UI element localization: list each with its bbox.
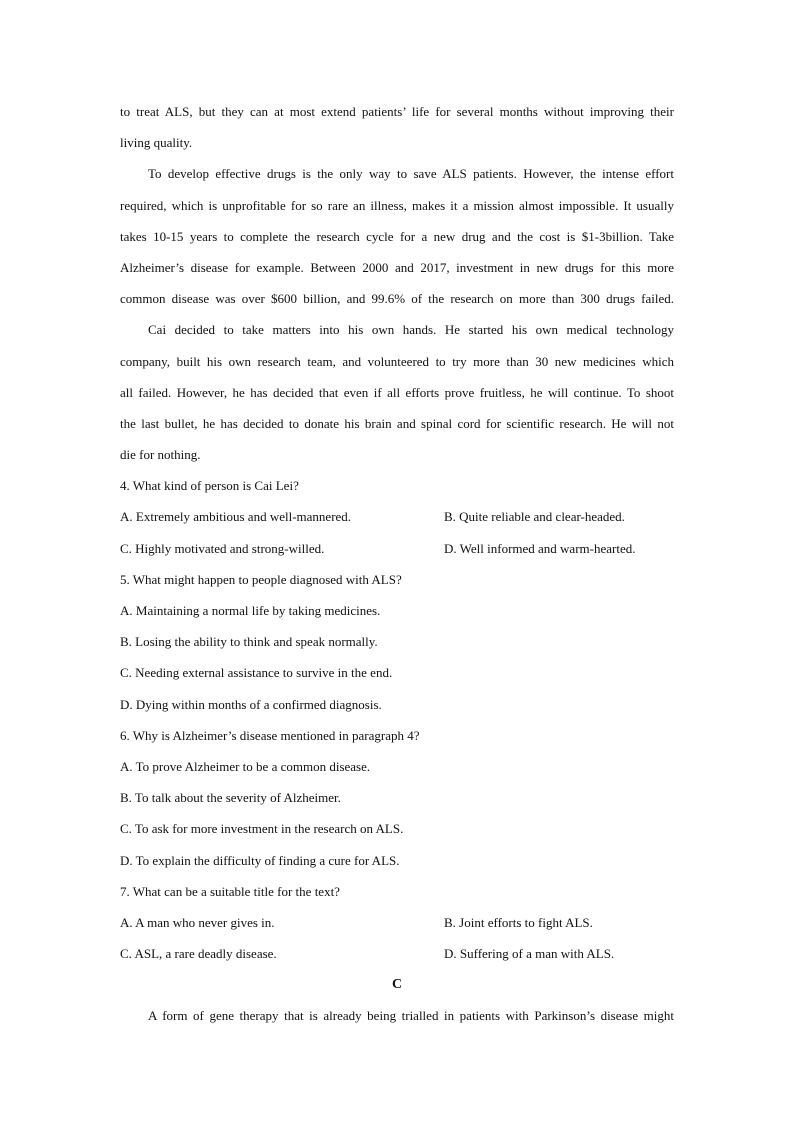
paragraph-line: company, built his own research team, and volunteered to try more than 30 new medicines which xyxy=(120,353,674,369)
paragraph-line: living quality. xyxy=(120,135,193,151)
section-heading: C xyxy=(391,977,403,993)
option-row xyxy=(120,938,674,969)
option-a: A. Extremely ambitious and well-mannered. xyxy=(120,509,352,525)
question-stem: 5. What might happen to people diagnosed with ALS? xyxy=(120,571,402,587)
option-c: C. Highly motivated and strong-willed. xyxy=(120,540,325,556)
option-d: D. To explain the difficulty of finding a cure for ALS. xyxy=(120,852,400,868)
paragraph-line: Cai decided to take matters into his own hands. He started his own medical technology xyxy=(148,322,674,338)
option-c: C. To ask for more investment in the research on ALS. xyxy=(120,821,404,837)
option-row xyxy=(120,533,674,564)
option-d: D. Dying within months of a confirmed diagnosis. xyxy=(120,696,382,712)
question-stem: 4. What kind of person is Cai Lei? xyxy=(120,478,299,494)
paragraph-line: To develop effective drugs is the only way to save ALS patients. However, the intense effort xyxy=(148,166,674,182)
option-b: B. Joint efforts to fight ALS. xyxy=(444,914,593,930)
option-row xyxy=(120,907,674,938)
paragraph-line: Alzheimer’s disease for example. Between 2000 and 2017, investment in new drugs for this more xyxy=(120,259,674,275)
option-d: D. Suffering of a man with ALS. xyxy=(444,946,615,962)
document-page xyxy=(120,96,674,1032)
option-c: C. Needing external assistance to survive in the end. xyxy=(120,665,393,681)
question-stem: 7. What can be a suitable title for the text? xyxy=(120,883,340,899)
option-a: A. To prove Alzheimer to be a common disease. xyxy=(120,758,371,774)
paragraph-line: takes 10-15 years to complete the research cycle for a new drug and the cost is $1-3billion. Take xyxy=(120,228,674,244)
paragraph-line: to treat ALS, but they can at most extend patients’ life for several months without improving their xyxy=(120,104,674,119)
paragraph-line: die for nothing. xyxy=(120,447,201,463)
question-stem: 6. Why is Alzheimer’s disease mentioned in paragraph 4? xyxy=(120,727,420,743)
paragraph-line: required, which is unprofitable for so rare an illness, makes it a mission almost impossible. It usually xyxy=(120,197,674,213)
paragraph-line: A form of gene therapy that is already being trialled in patients with Parkinson’s disease might xyxy=(148,1008,674,1024)
option-a: A. A man who never gives in. xyxy=(120,914,275,930)
option-b: B. Losing the ability to think and speak normally. xyxy=(120,634,378,650)
option-c: C. ASL, a rare deadly disease. xyxy=(120,946,277,962)
option-b: B. Quite reliable and clear-headed. xyxy=(444,509,625,525)
option-d: D. Well informed and warm-hearted. xyxy=(444,540,636,556)
option-row xyxy=(120,501,674,532)
option-b: B. To talk about the severity of Alzheimer. xyxy=(120,790,341,806)
option-a: A. Maintaining a normal life by taking medicines. xyxy=(120,603,381,618)
paragraph-line: common disease was over $600 billion, and 99.6% of the research on more than 300 drugs failed. xyxy=(120,291,674,307)
paragraph-line: all failed. However, he has decided that even if all efforts prove fruitless, he will continue. To shoot xyxy=(120,384,674,400)
paragraph-line: the last bullet, he has decided to donate his brain and spinal cord for scientific research. He will not xyxy=(120,415,674,431)
